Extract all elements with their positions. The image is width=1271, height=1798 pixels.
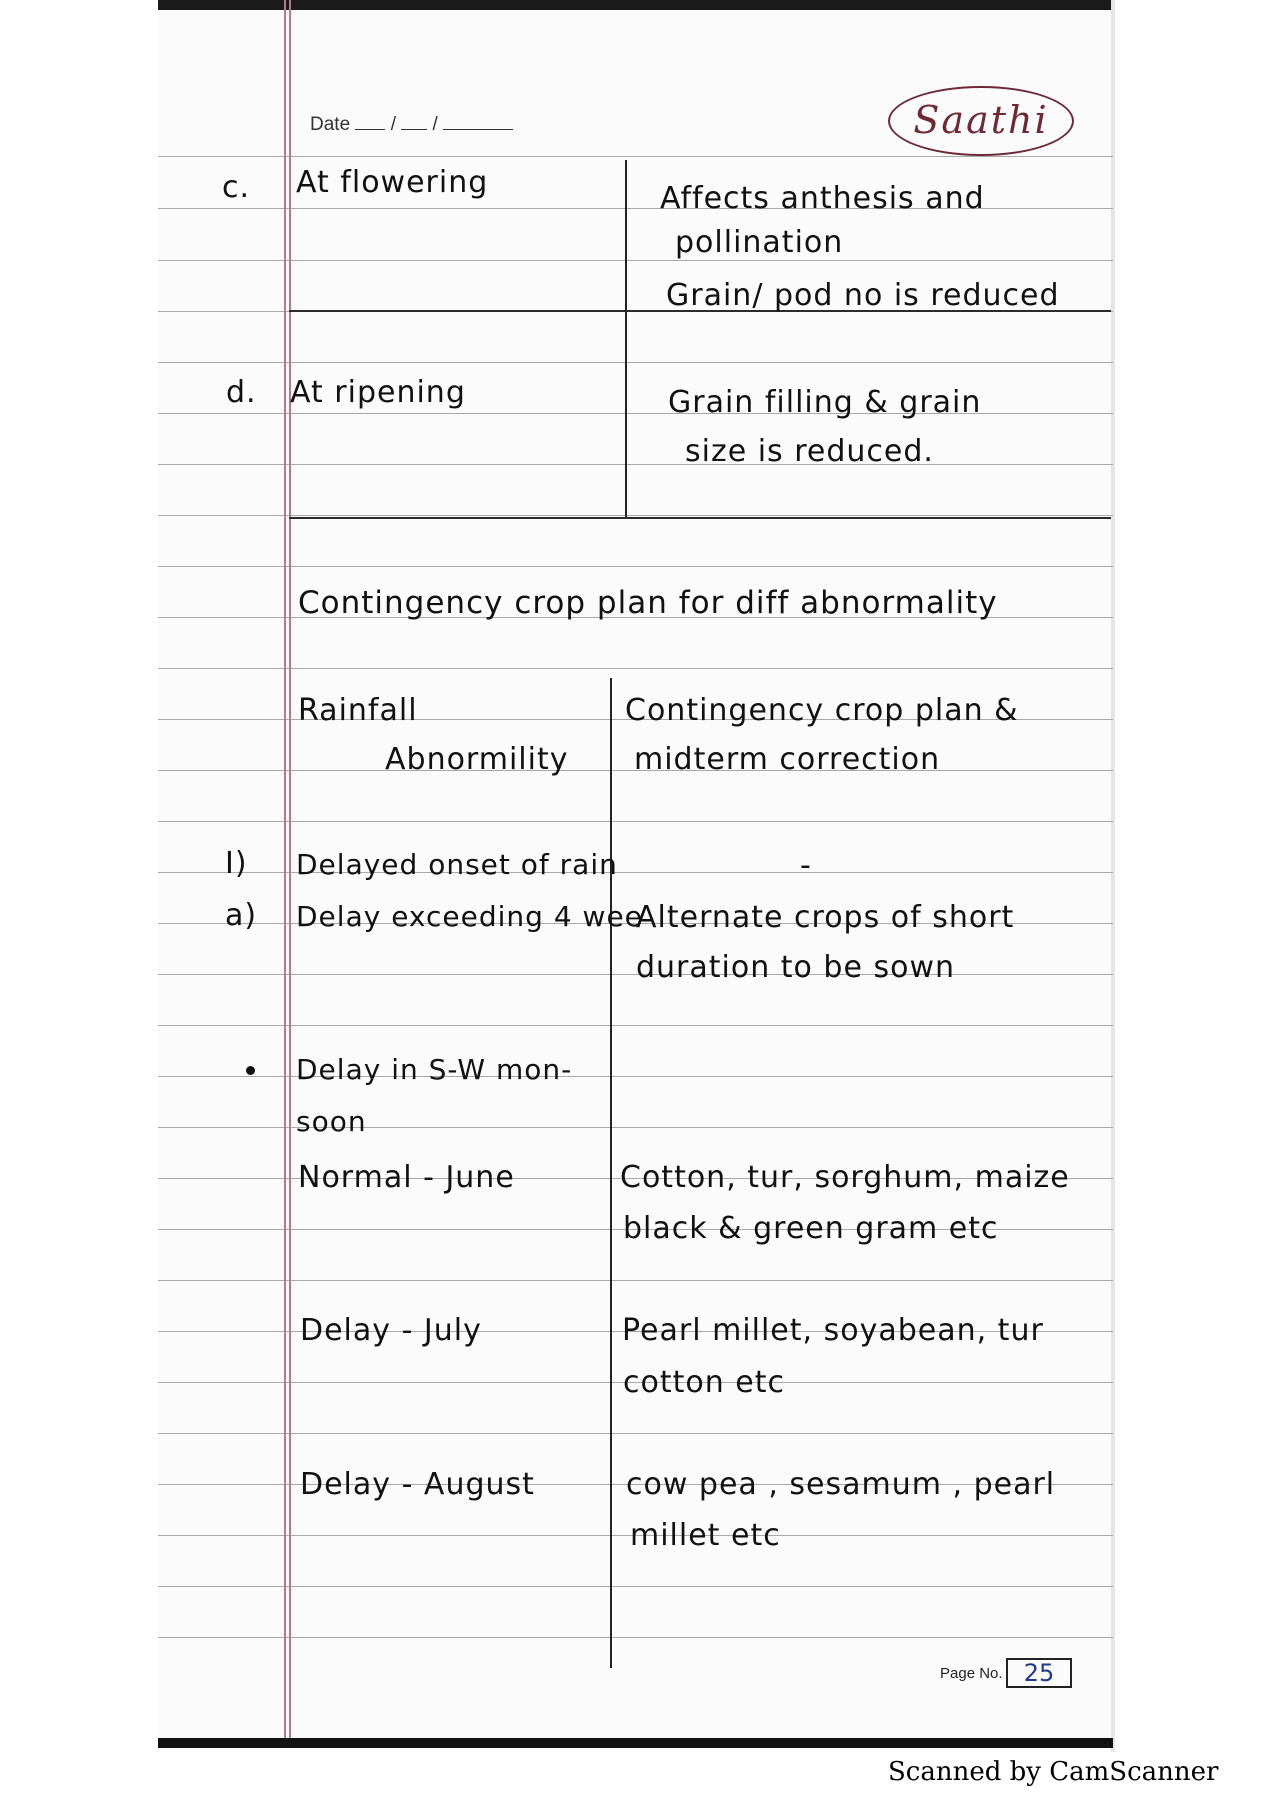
- page-number: 25: [1006, 1658, 1072, 1688]
- ruled-line: [158, 566, 1113, 567]
- plan-cell: millet etc: [630, 1518, 781, 1553]
- abnormality-cell: soon: [296, 1105, 367, 1138]
- abnormality-cell: Delayed onset of rain: [296, 848, 618, 881]
- ruled-line: [158, 515, 1113, 516]
- date-blank: [401, 115, 427, 130]
- ruled-line: [158, 260, 1113, 261]
- date-blank: [443, 115, 513, 130]
- date-label: Date: [310, 114, 351, 135]
- table-row-line: [289, 517, 1111, 519]
- page-right-edge: [1111, 0, 1115, 1752]
- effect-cell: Grain/ pod no is reduced: [666, 278, 1060, 313]
- margin-line: [284, 0, 286, 1745]
- page-bottom-edge: [158, 1738, 1113, 1748]
- effect-cell: Affects anthesis and: [660, 181, 985, 216]
- margin-line: [289, 0, 291, 1745]
- brand-logo: Saathi: [888, 86, 1074, 156]
- row-label: I): [225, 846, 248, 881]
- ruled-line: [158, 1433, 1113, 1434]
- plan-cell: cotton etc: [623, 1365, 785, 1400]
- row-label: a): [225, 898, 258, 933]
- plan-cell: Pearl millet, soyabean, tur: [622, 1313, 1044, 1348]
- plan-cell: Cotton, tur, sorghum, maize: [620, 1160, 1070, 1195]
- stage-cell: At flowering: [296, 165, 489, 200]
- ruled-line: [158, 1280, 1113, 1281]
- effect-cell: Grain filling & grain: [668, 385, 982, 420]
- effect-cell: size is reduced.: [685, 434, 934, 469]
- column-header-right: Contingency crop plan &: [625, 693, 1019, 728]
- ruled-line: [158, 1025, 1113, 1026]
- ruled-line: [158, 464, 1113, 465]
- date-field: Date / /: [310, 114, 513, 136]
- abnormality-cell: Delay exceeding 4 wee: [296, 900, 643, 933]
- column-header-left: Abnormility: [385, 742, 569, 777]
- abnormality-cell: Normal - June: [298, 1160, 515, 1195]
- plan-cell: cow pea , sesamum , pearl: [626, 1467, 1056, 1502]
- ruled-line: [158, 668, 1113, 669]
- section-heading: Contingency crop plan for diff abnormality: [298, 585, 998, 621]
- plan-cell: -: [800, 848, 812, 883]
- effect-cell: pollination: [675, 225, 844, 260]
- table-divider: [610, 678, 612, 1668]
- page-number-label: Page No.: [940, 1665, 1003, 1682]
- plan-cell: Alternate crops of short: [636, 900, 1015, 935]
- scanner-watermark: Scanned by CamScanner: [888, 1757, 1219, 1787]
- ruled-line: [158, 362, 1113, 363]
- abnormality-cell: Delay - August: [300, 1467, 535, 1502]
- row-label: c.: [222, 170, 251, 205]
- abnormality-cell: Delay in S-W mon-: [296, 1053, 573, 1086]
- ruled-line: [158, 156, 1113, 157]
- page-top-edge: [158, 0, 1113, 10]
- bullet-point: [246, 1066, 255, 1075]
- date-blank: [355, 115, 385, 130]
- column-header-right: midterm correction: [634, 742, 941, 777]
- ruled-line: [158, 1637, 1113, 1638]
- plan-cell: duration to be sown: [636, 950, 955, 985]
- ruled-line: [158, 821, 1113, 822]
- table-divider: [625, 160, 627, 518]
- abnormality-cell: Delay - July: [300, 1313, 482, 1348]
- column-header-left: Rainfall: [298, 693, 418, 728]
- stage-cell: At ripening: [290, 375, 466, 410]
- row-label: d.: [226, 375, 257, 410]
- plan-cell: black & green gram etc: [623, 1211, 999, 1246]
- ruled-line: [158, 1586, 1113, 1587]
